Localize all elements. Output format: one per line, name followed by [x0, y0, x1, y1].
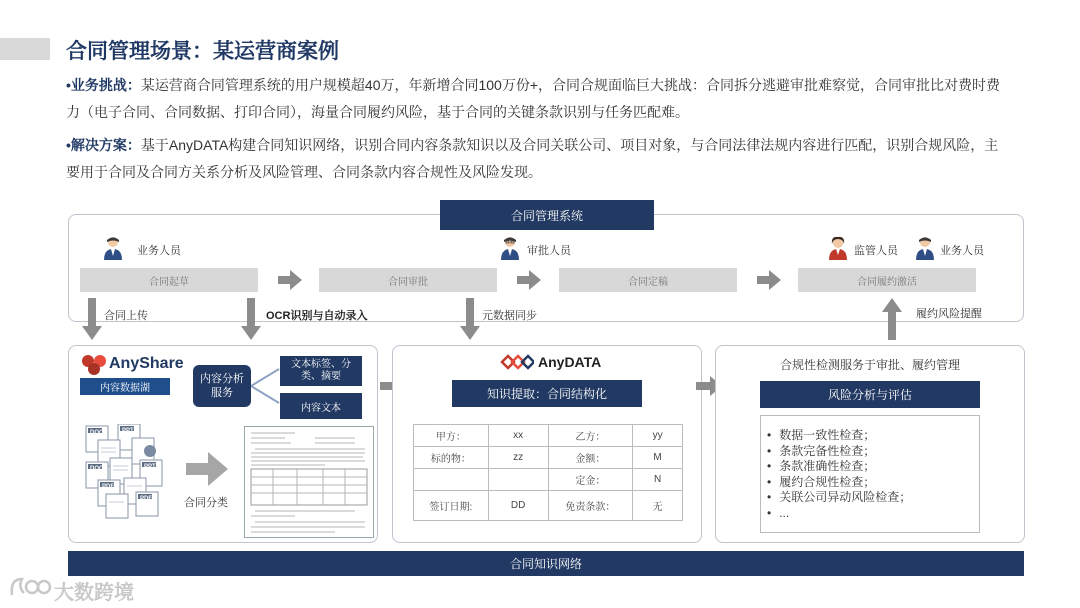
- table-cell: 无: [633, 491, 683, 521]
- arrow-down-icon: [460, 298, 480, 340]
- arrow-down-icon: [241, 298, 261, 340]
- compliance-title: 合规性检测服务于审批、履约管理: [779, 358, 960, 372]
- label-classify: 合同分类: [184, 497, 228, 509]
- content-data-lake: 内容数据湖: [80, 378, 170, 395]
- doc-tag: PPT: [122, 428, 134, 434]
- business-person-icon: [103, 236, 123, 260]
- title-accent-bar: [0, 38, 50, 60]
- knowledge-extraction-box: 知识提取：合同结构化: [452, 380, 642, 407]
- contract-fields-table: [413, 424, 683, 521]
- output-tags-box: 文本标签、分类、摘要: [280, 356, 362, 386]
- anydata-logo-icon: [500, 352, 534, 372]
- doc-tag: PDF: [140, 496, 152, 502]
- list-item: • 数据一致性检查；: [767, 428, 979, 444]
- table-row: [414, 469, 683, 491]
- table-row: [414, 447, 683, 469]
- anydata-brand: AnyDATA: [538, 354, 602, 370]
- challenge-lead: •业务挑战：: [66, 77, 141, 93]
- solution-lead: •解决方案：: [66, 137, 141, 153]
- supervisor-person-icon: [828, 236, 848, 260]
- step-activate: 合同履约激活: [798, 268, 976, 292]
- list-item: • 条款准确性检查；: [767, 459, 979, 475]
- checks-list: [767, 428, 979, 521]
- knowledge-network-bar: 合同知识网络: [68, 551, 1024, 576]
- contract-lines: [245, 427, 373, 537]
- table-row: [414, 425, 683, 447]
- watermark-logo-icon: [8, 573, 52, 601]
- contract-document-thumbnail: [244, 426, 374, 538]
- anyshare-brand: AnyShare: [109, 355, 184, 372]
- doc-tag: DOC: [90, 466, 104, 472]
- step-draft: 合同起草: [80, 268, 258, 292]
- table-cell: 甲方：: [414, 425, 489, 447]
- doc-tag: DOC: [90, 430, 104, 436]
- arrow-down-icon: [82, 298, 102, 340]
- table-cell: N: [633, 469, 683, 491]
- doc-tag: PPT: [144, 464, 156, 470]
- step-approve: 合同审批: [319, 268, 497, 292]
- table-cell: 免责条款：: [548, 491, 633, 521]
- business-person-icon: [915, 236, 935, 260]
- page-title: 合同管理场景：某运营商案例: [66, 40, 339, 63]
- list-item: • 条款完备性检查；: [767, 444, 979, 460]
- list-item: • 履约合规性检查；: [767, 475, 979, 491]
- challenge-text: 某运营商合同管理系统的用户规模超40万，年新增合同100万份+，合同合规面临巨大挑战：合同拆分逃避审批难察觉，合同审批比对费时费力（电子合同、合同数据、打印合同），海量合同履约风险，基于合同的关键条款识别与任务匹配难。: [66, 77, 1001, 120]
- table-cell: [488, 469, 548, 491]
- list-item: • ...: [767, 506, 979, 522]
- branch-connector: [251, 365, 281, 407]
- table-cell: DD: [488, 491, 548, 521]
- role-supervisor: 监管人员: [854, 245, 898, 257]
- table-cell: [414, 469, 489, 491]
- solution-text: 基于AnyDATA构建合同知识网络，识别合同内容条款知识以及合同关联公司、项目对象，与合同法律法规内容进行匹配，识别合规风险，主要用于合同及合同方关系分析及风险管理、合同条款内容合规性及风险发现。: [66, 137, 999, 180]
- label-metadata-sync: 元数据同步: [482, 310, 537, 322]
- anyshare-logo-icon: [81, 354, 107, 376]
- challenge-paragraph: [66, 72, 1006, 126]
- label-upload: 合同上传: [104, 310, 148, 322]
- role-business-1: 业务人员: [137, 245, 181, 257]
- arrow-right-icon: [757, 270, 781, 290]
- approver-person-icon: [500, 236, 520, 260]
- arrow-right-icon: [278, 270, 302, 290]
- table-cell: yy: [633, 425, 683, 447]
- role-business-2: 业务人员: [940, 245, 984, 257]
- table-cell: 乙方：: [548, 425, 633, 447]
- table-cell: 签订日期:: [414, 491, 489, 521]
- contract-system-title: 合同管理系统: [440, 200, 654, 230]
- risk-analysis-box: 风险分析与评估: [760, 381, 980, 408]
- document-stack: [84, 424, 166, 520]
- role-approver: 审批人员: [527, 245, 571, 257]
- list-item: • 关联公司异动风险检查；: [767, 490, 979, 506]
- content-analysis-service: 内容分析服务: [193, 365, 251, 407]
- solution-paragraph: [66, 132, 1006, 186]
- checks-box: [760, 415, 980, 533]
- output-text-box: 内容文本: [280, 393, 362, 419]
- documents-icon: [84, 424, 166, 520]
- table-row: [414, 491, 683, 521]
- table-cell: 标的物：: [414, 447, 489, 469]
- arrow-up-icon: [882, 298, 902, 340]
- arrow-right-icon: [517, 270, 541, 290]
- watermark-text: 大数跨境: [54, 582, 134, 604]
- label-ocr: OCR识别与自动录入: [266, 310, 368, 322]
- doc-tag: PDF: [102, 484, 114, 490]
- table-cell: 金额：: [548, 447, 633, 469]
- table-cell: M: [633, 447, 683, 469]
- table-cell: 定金：: [548, 469, 633, 491]
- arrow-right-large-icon: [186, 452, 228, 486]
- table-cell: zz: [488, 447, 548, 469]
- table-cell: xx: [488, 425, 548, 447]
- label-risk-alert: 履约风险提醒: [916, 308, 982, 320]
- step-finalize: 合同定稿: [559, 268, 737, 292]
